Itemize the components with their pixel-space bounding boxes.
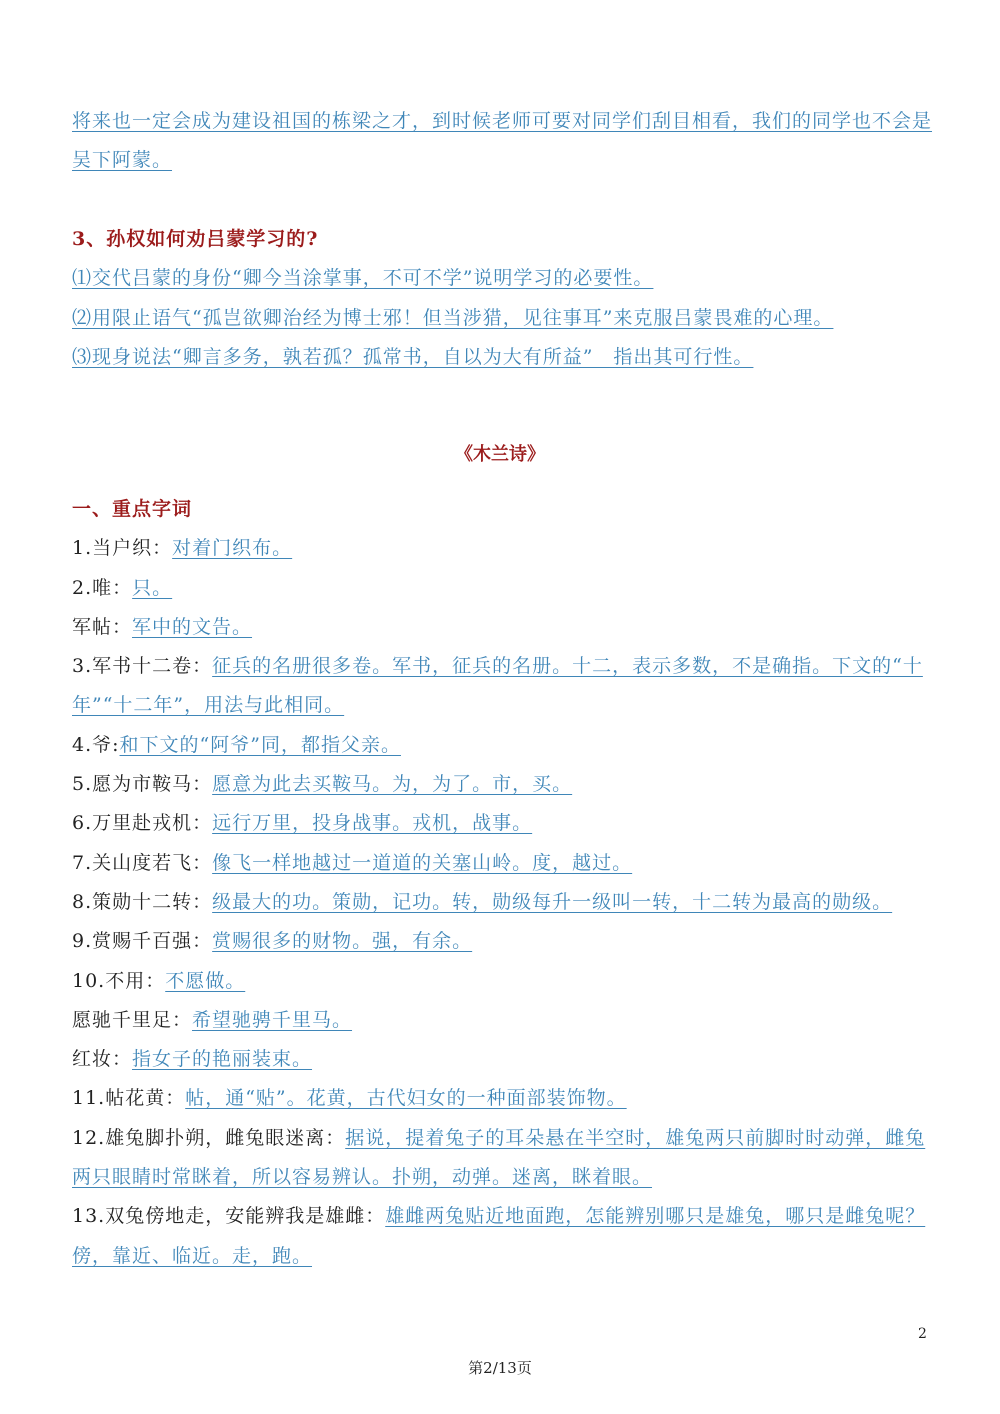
vocab-term: 8.策勋十二转： [72, 890, 213, 913]
vocab-list [72, 529, 932, 1276]
vocab-term: 3.军书十二卷： [72, 655, 213, 678]
vocab-item [72, 844, 932, 883]
vocab-term: 6.万里赴戎机： [72, 812, 213, 835]
vocab-definition: 征兵的名册很多卷。军书，征兵的名册。十二，表示多数，不是确指。下文的“十年”“十二年”，用法与此相同。 [72, 655, 923, 717]
vocab-definition: 远行万里，投身战事。戎机，战事。 [212, 812, 533, 835]
vocab-item [72, 1197, 932, 1276]
vocab-definition: 雄雌两兔贴近地面跑，怎能辨别哪只是雄兔，哪只是雌兔呢？傍，靠近、临近。走，跑。 [72, 1205, 926, 1267]
vocab-term: 11.帖花黄： [72, 1087, 186, 1110]
vocab-item [72, 1040, 932, 1079]
vocab-definition: 像飞一样地越过一道道的关塞山岭。度，越过。 [212, 851, 633, 874]
vocab-term: 1.当户织： [72, 537, 173, 560]
vocab-item [72, 726, 932, 765]
vocab-term: 2.唯： [72, 576, 133, 599]
answer-3: ⑶现身说法“卿言多务，孰若孤？孤常书，自以为大有所益” 指出其可行性。 [72, 345, 754, 368]
intro-answer: 将来也一定会成为建设祖国的栋梁之才，到时候老师可要对同学们刮目相看，我们的同学也不会是吴下阿蒙。 [72, 110, 933, 172]
vocab-definition: 和下文的“阿爷”同，都指父亲。 [119, 733, 401, 756]
page-footer: 第2/13页 [468, 1359, 532, 1377]
question-3-heading: 3、孙权如何劝吕蒙学习的? [72, 228, 319, 250]
vocab-definition: 对着门织布。 [172, 537, 293, 560]
vocab-item [72, 608, 932, 647]
vocab-item [72, 922, 932, 961]
vocab-term: 愿驰千里足： [72, 1008, 193, 1031]
answer-2: ⑵用限止语气“孤岂欲卿治经为博士邪！但当涉猎，见往事耳”来克服吕蒙畏难的心理。 [72, 306, 834, 329]
vocab-definition: 军中的文告。 [132, 615, 253, 638]
vocab-section [72, 490, 932, 1276]
vocab-term: 军帖： [72, 615, 133, 638]
section-heading: 一、重点字词 [72, 498, 193, 520]
vocab-definition: 级最大的功。策勋，记功。转，勋级每升一级叫一转，十二转为最高的勋级。 [212, 890, 893, 913]
vocab-term: 7.关山度若飞： [72, 851, 213, 874]
vocab-definition: 只。 [132, 576, 173, 599]
vocab-term: 10.不用： [72, 969, 166, 992]
vocab-term: 4.爷: [72, 733, 120, 756]
vocab-definition: 据说，提着兔子的耳朵悬在半空时，雄兔两只前脚时时动弹，雌兔两只眼睛时常眯着，所以容易辨认。扑朔，动弹。迷离，眯着眼。 [72, 1126, 926, 1189]
vocab-term: 5.愿为市鞍马： [72, 773, 213, 796]
poem-title: 《木兰诗》 [455, 444, 545, 465]
vocab-term: 13.双兔傍地走，安能辨我是雄雌： [72, 1205, 386, 1228]
vocab-item [72, 804, 932, 843]
vocab-term: 12.雄兔脚扑朔，雌兔眼迷离： [72, 1126, 346, 1149]
question-3 [72, 220, 932, 377]
vocab-item [72, 647, 932, 726]
vocab-definition: 赏赐很多的财物。强，有余。 [212, 930, 473, 953]
vocab-item [72, 883, 932, 922]
vocab-item [72, 1119, 932, 1198]
vocab-definition: 希望驰骋千里马。 [192, 1008, 353, 1031]
vocab-definition: 指女子的艳丽装束。 [132, 1048, 313, 1071]
vocab-item [72, 1001, 932, 1040]
intro-paragraph [72, 102, 932, 181]
vocab-definition: 不愿做。 [165, 969, 246, 992]
page-number: 2 [918, 1326, 927, 1342]
answer-1: ⑴交代吕蒙的身份“卿今当涂掌事，不可不学”说明学习的必要性。 [72, 267, 654, 290]
vocab-item [72, 1079, 932, 1118]
vocab-definition: 愿意为此去买鞍马。为，为了。市，买。 [212, 773, 573, 796]
vocab-item [72, 962, 932, 1001]
vocab-definition: 帖，通“贴”。花黄，古代妇女的一种面部装饰物。 [185, 1087, 627, 1110]
vocab-item [72, 569, 932, 608]
vocab-term: 红妆： [72, 1048, 133, 1071]
vocab-item [72, 765, 932, 804]
vocab-term: 9.赏赐千百强： [72, 930, 213, 953]
vocab-item [72, 529, 932, 568]
